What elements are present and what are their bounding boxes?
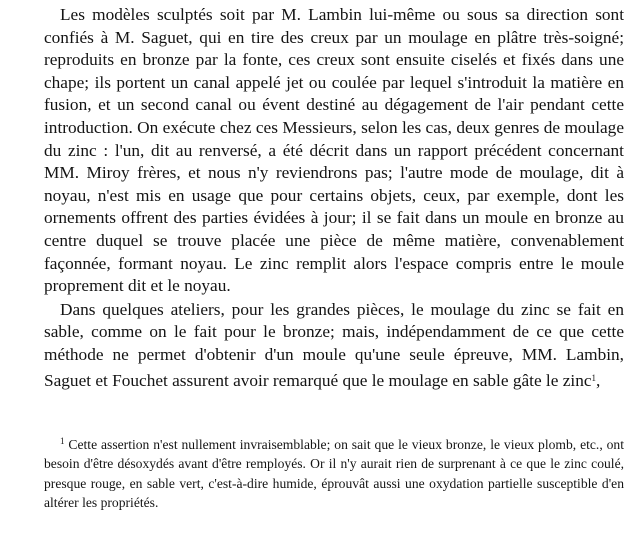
footnote (44, 432, 624, 512)
footnote-reference: 1 (591, 372, 597, 383)
paragraph-2: Dans quelques ateliers, pour les grandes pièces, le moulage du zinc se fait en sable, comme on le fait pour le bronze; mais, indépendamment de ce que cette méthode ne permet d'obtenir d'un moule qu'une seule épreuve, MM. Lambin, Saguet et Fouchet assurent avoir remarqué que le moulage en sable gâte le zinc$^1$, (44, 299, 624, 390)
footnote-marker: 1 (60, 436, 65, 446)
footnote-block (44, 432, 624, 512)
paragraph-1: Les modèles sculptés soit par M. Lambin lui-même ou sous sa direction sont confiés à M. Saguet, qui en tire des creux par un moulage en plâtre très-soigné; reproduits en bronze par la fonte, ces creux sont ensuite ciselés et fixés dans une chape; ils portent un canal appelé jet ou coulée par lequel s'introduit la matière en fusion, et un second canal ou évent destiné au dégagement de l'air pendant cette introduction. On exécute chez ces Messieurs, selon les cas, deux genres de moulage du zinc : l'un, dit au renversé, a été décrit dans un rapport précédent concernant MM. Miroy frères, et nous n'y reviendrons pas; l'autre mode de moulage, dit à noyau, n'est mis en usage que pour certains objets, ceux, par exemple, dont les ornements offrent des parties évidées à jour; il se fait dans un moule en bronze au centre duquel se trouve placée une pièce de même matière, convenablement façonnée, formant noyau. Le zinc remplit alors l'espace compris entre le moule proprement dit et le noyau. (44, 5, 624, 296)
footnote-text: Cette assertion n'est nullement invraisemblable; on sait que le vieux bronze, le vieux plomb, etc., ont besoin d'être désoxydés avant d'être remployés. Or il n'y aurait rien de surprenant à ce que le zinc coulé, presque rouge, en sable vert, c'est-à-dire humide, éprouvât aussi une oxydation partielle susceptible d'en altérer les propriétés. (44, 437, 624, 510)
paragraph-2-text: Dans quelques ateliers, pour les grandes pièces, le moulage du zinc se fait en sable, comme on le fait pour le bronze; mais, indépendamment de ce que cette méthode ne permet d'obtenir d'un moule qu'une seule épreuve, MM. Lambin, Saguet et Fouchet assurent avoir remarqué que le moulage en sable gâte le zinc (44, 299, 624, 390)
main-text (44, 4, 624, 392)
